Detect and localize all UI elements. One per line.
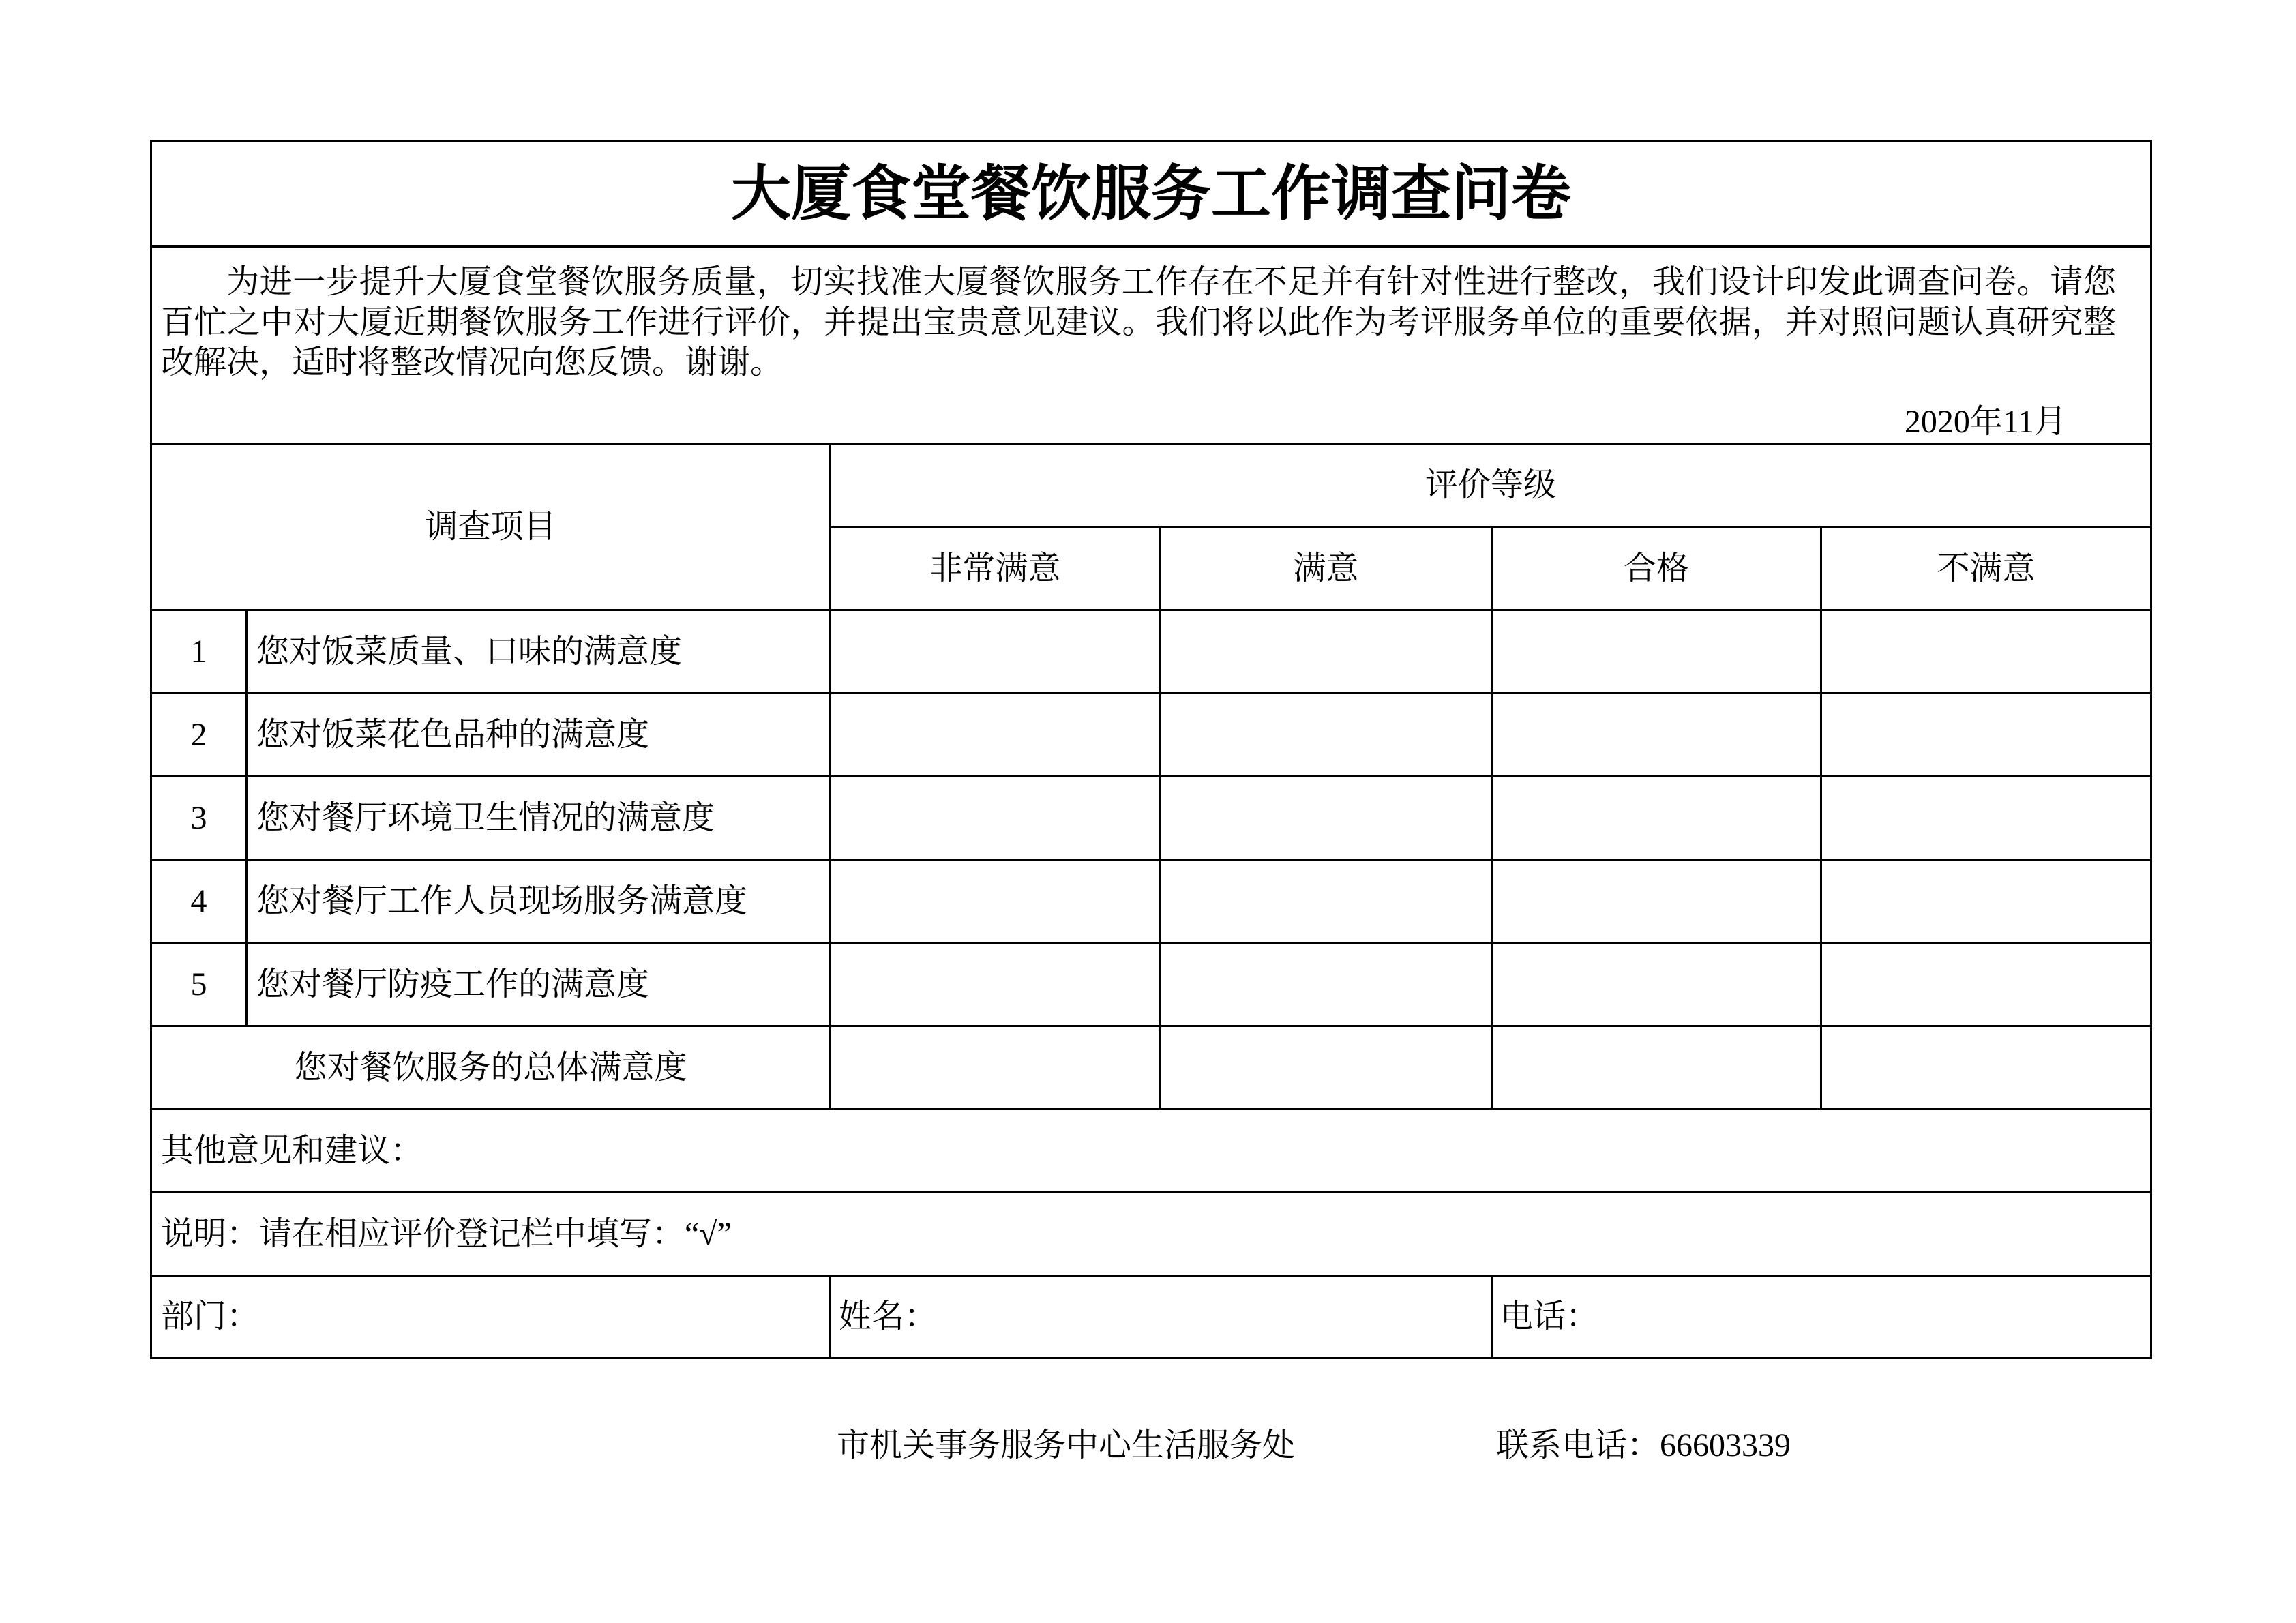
- intro-cell: [151, 247, 2151, 444]
- department-field: 部门：: [151, 1276, 831, 1358]
- rating-cell-dissatisfied: [1821, 610, 2151, 694]
- intro-line-1: 为进一步提升大厦食堂餐饮服务质量，切实找准大厦餐饮服务工作存在不足并有针对性进行整改，我们设计印发此调查问卷。请您: [226, 264, 2117, 300]
- header-dissatisfied: 不满意: [1821, 527, 2151, 610]
- rating-cell-satisfied: [1161, 777, 1492, 860]
- item-text: 您对餐厅防疫工作的满意度: [247, 943, 831, 1026]
- item-number: 2: [151, 694, 247, 777]
- overall-row: [151, 1026, 2151, 1110]
- survey-form-table: [150, 140, 2152, 1359]
- rating-cell-acceptable: [1492, 943, 1821, 1026]
- item-number: 3: [151, 777, 247, 860]
- header-satisfied: 满意: [1161, 527, 1492, 610]
- header-rating-level: 评价等级: [831, 444, 2151, 527]
- rating-cell-very-satisfied: [831, 1026, 1161, 1110]
- header-acceptable: 合格: [1492, 527, 1821, 610]
- rating-cell-acceptable: [1492, 860, 1821, 943]
- table-row: [151, 860, 2151, 943]
- intro-line-3: 改解决，适时将整改情况向您反馈。谢谢。: [161, 344, 784, 381]
- rating-cell-acceptable: [1492, 1026, 1821, 1110]
- footer-contact-phone: 联系电话：66603339: [1496, 1427, 1791, 1463]
- rating-cell-dissatisfied: [1821, 694, 2151, 777]
- instruction-text: 说明：请在相应评价登记栏中填写：“√”: [151, 1193, 2151, 1276]
- intro-block: [152, 248, 2150, 443]
- rating-cell-very-satisfied: [831, 777, 1161, 860]
- rating-cell-satisfied: [1161, 860, 1492, 943]
- rating-cell-dissatisfied: [1821, 1026, 2151, 1110]
- rating-cell-satisfied: [1161, 694, 1492, 777]
- table-row: [151, 943, 2151, 1026]
- table-row: [151, 777, 2151, 860]
- intro-row: [151, 247, 2151, 444]
- instruction-row: [151, 1193, 2151, 1276]
- name-field: 姓名：: [831, 1276, 1492, 1358]
- other-opinions-row: [151, 1110, 2151, 1193]
- rating-cell-dissatisfied: [1821, 777, 2151, 860]
- item-number: 1: [151, 610, 247, 694]
- header-row-1: [151, 444, 2151, 527]
- rating-cell-acceptable: [1492, 777, 1821, 860]
- item-number: 5: [151, 943, 247, 1026]
- rating-cell-dissatisfied: [1821, 860, 2151, 943]
- rating-cell-satisfied: [1161, 943, 1492, 1026]
- item-text: 您对餐厅工作人员现场服务满意度: [247, 860, 831, 943]
- rating-cell-satisfied: [1161, 1026, 1492, 1110]
- rating-cell-acceptable: [1492, 610, 1821, 694]
- rating-cell-very-satisfied: [831, 860, 1161, 943]
- table-row: [151, 694, 2151, 777]
- footer-issuer: 市机关事务服务中心生活服务处: [837, 1427, 1296, 1463]
- item-text: 您对饭菜质量、口味的满意度: [247, 610, 831, 694]
- table-row: [151, 610, 2151, 694]
- item-text: 您对餐厅环境卫生情况的满意度: [247, 777, 831, 860]
- respondent-row: [151, 1276, 2151, 1358]
- rating-cell-acceptable: [1492, 694, 1821, 777]
- rating-cell-very-satisfied: [831, 694, 1161, 777]
- rating-cell-satisfied: [1161, 610, 1492, 694]
- title-row: [151, 141, 2151, 247]
- rating-cell-very-satisfied: [831, 943, 1161, 1026]
- intro-date: 2020年11月: [1904, 404, 2068, 440]
- header-survey-item: 调查项目: [151, 444, 831, 610]
- phone-field: 电话：: [1492, 1276, 2151, 1358]
- survey-title: 大厦食堂餐饮服务工作调查问卷: [151, 141, 2151, 247]
- overall-item-text: 您对餐饮服务的总体满意度: [151, 1026, 831, 1110]
- item-text: 您对饭菜花色品种的满意度: [247, 694, 831, 777]
- item-number: 4: [151, 860, 247, 943]
- other-opinions-label: 其他意见和建议：: [151, 1110, 2151, 1193]
- header-very-satisfied: 非常满意: [831, 527, 1161, 610]
- rating-cell-dissatisfied: [1821, 943, 2151, 1026]
- intro-line-2: 百忙之中对大厦近期餐饮服务工作进行评价，并提出宝贵意见建议。我们将以此作为考评服务单位的重要依据，并对照问题认真研究整: [161, 304, 2117, 340]
- rating-cell-very-satisfied: [831, 610, 1161, 694]
